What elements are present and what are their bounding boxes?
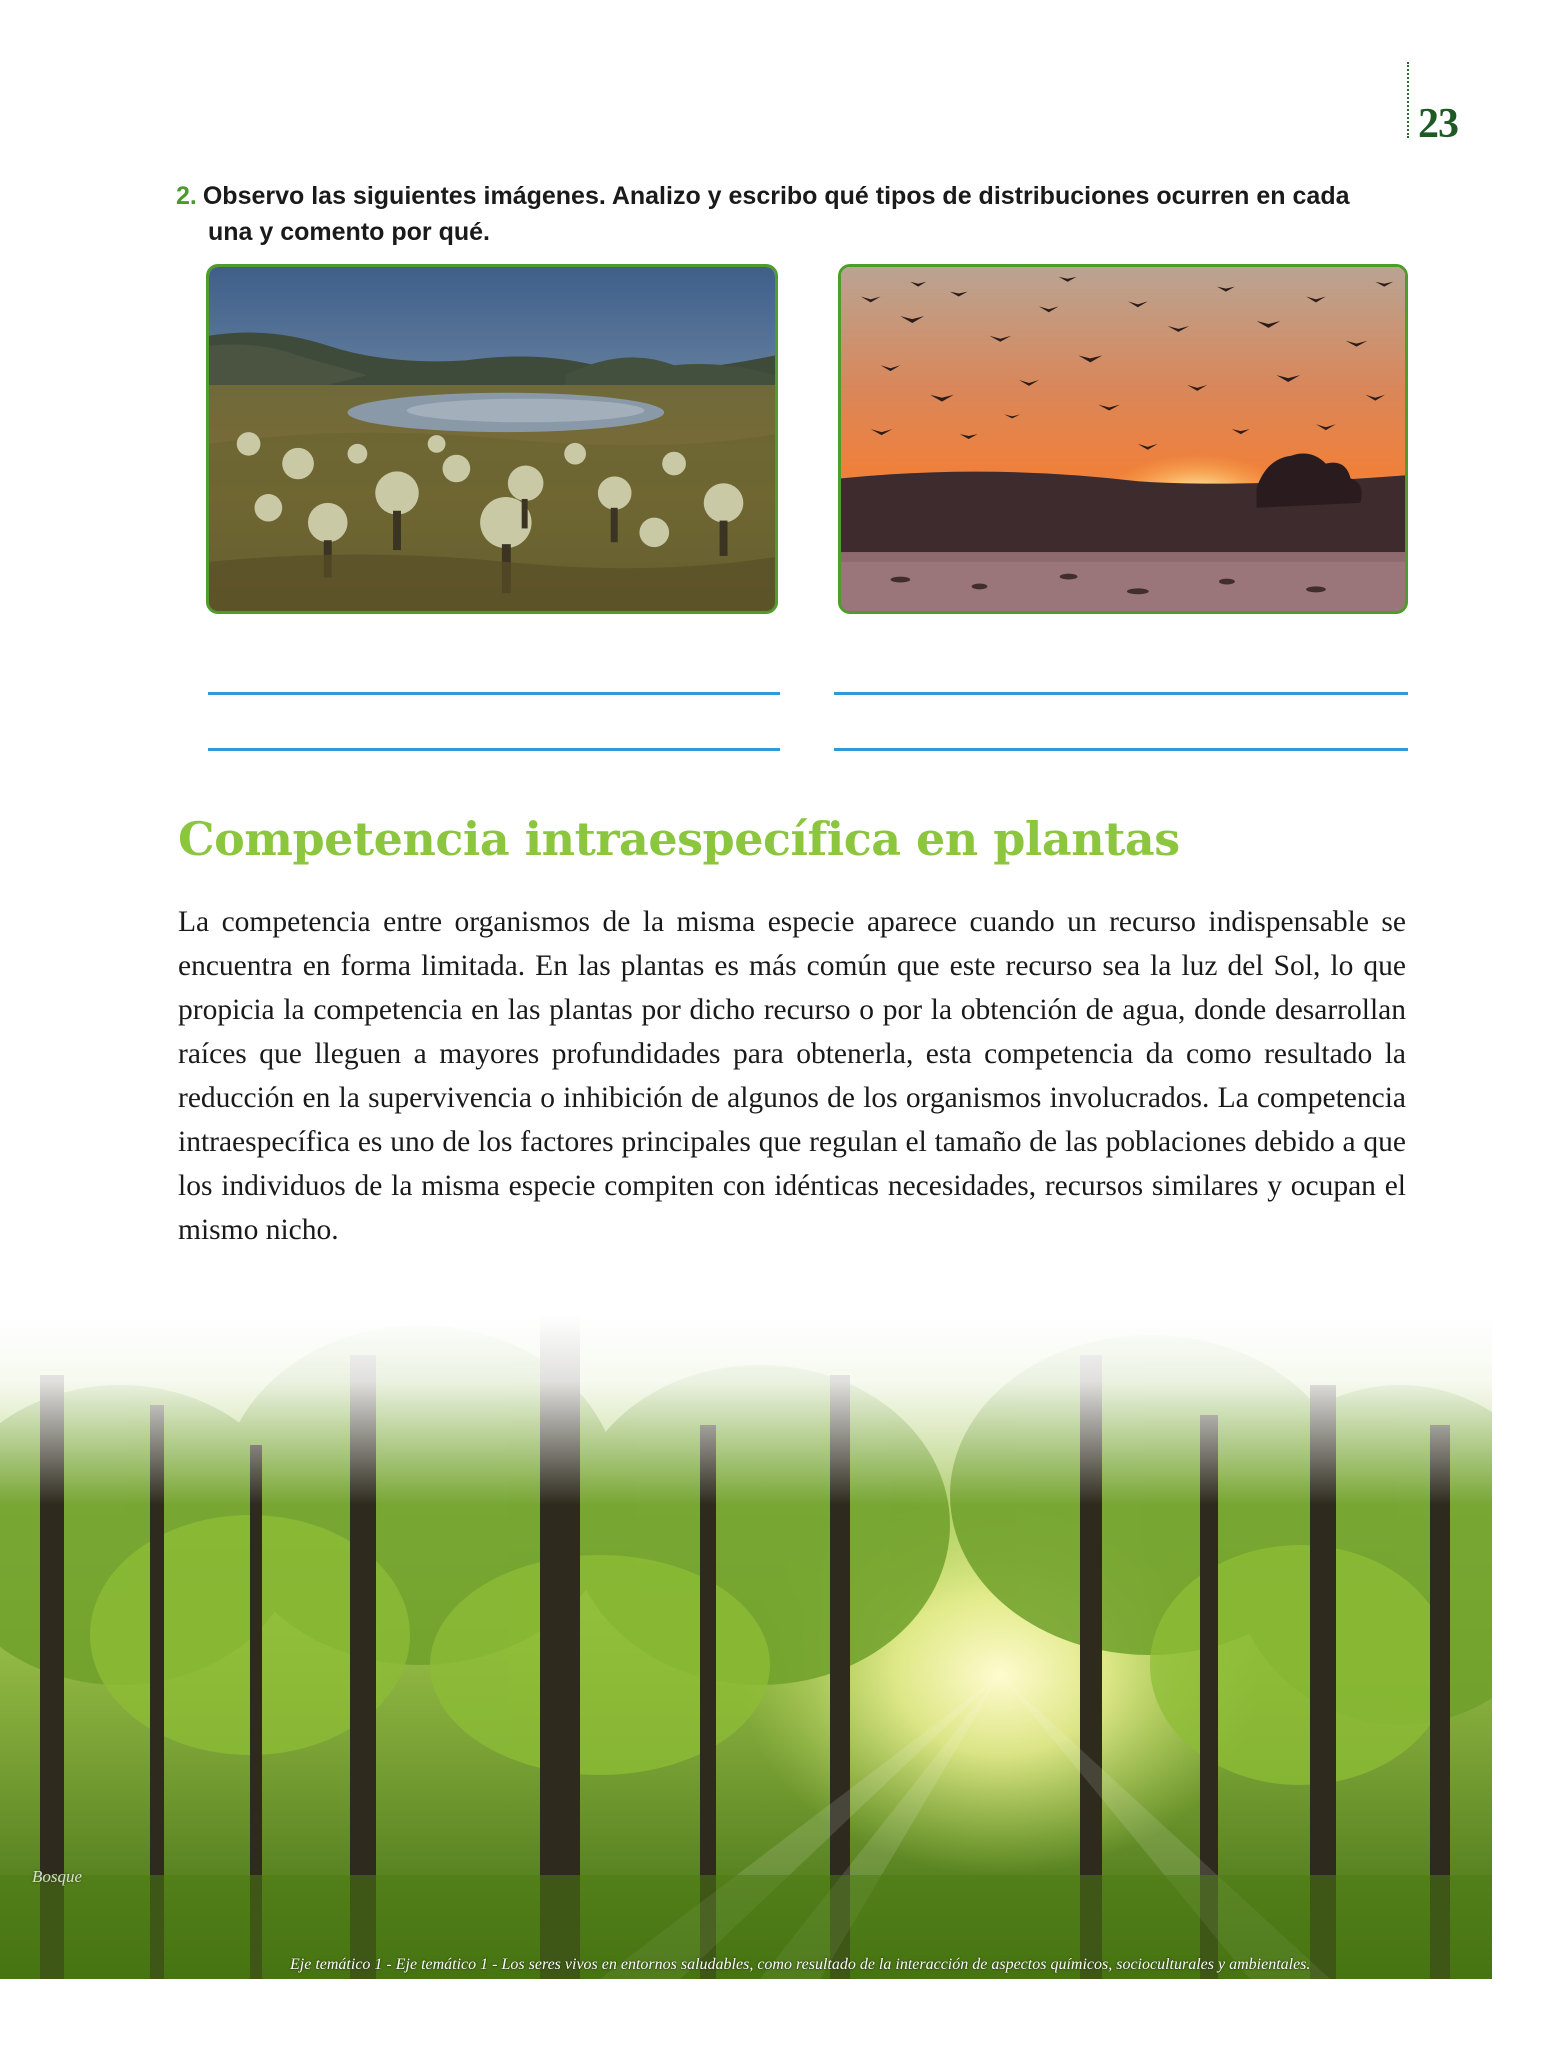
activity-instruction	[176, 178, 1416, 250]
activity-text-line1: Observo las siguientes imágenes. Analizo y escribo qué tipos de distribuciones ocurren en cada	[202, 182, 1350, 210]
birds-sunset-photo	[838, 264, 1408, 614]
answer-line-right-1[interactable]	[834, 692, 1408, 695]
answer-line-right-2[interactable]	[834, 748, 1408, 751]
answer-line-left-1[interactable]	[208, 692, 780, 695]
section-paragraph: La competencia entre organismos de la misma especie aparece cuando un recurso indispensable se encuentra en forma limitada. En las plantas es más común que este recurso sea la luz del Sol, lo que propicia la competencia en las plantas por dicho recurso o por la obtención de agua, donde desarrollan raíces que lleguen a mayores profundidades para obtenerla, esta competencia da como resultado la reducción en la supervivencia o inhibición de algunos de los organismos involucrados. La competencia intraespecífica es uno de los factores principales que regulan el tamaño de las poblaciones debido a que los individuos de la misma especie compiten con idénticas necesidades, recursos similares y ocupan el mismo nicho.	[178, 906, 1406, 1246]
page-number: 23	[1418, 101, 1458, 147]
footer-caption: Eje temático 1 - Eje temático 1 - Los seres vivos en entornos saludables, como resultado de la interacción de aspectos químicos, socioculturales y ambientales.	[290, 1956, 1311, 1973]
activity-number: 2.	[176, 182, 197, 210]
section-title: Competencia intraespecífica en plantas	[178, 812, 1180, 866]
answer-line-left-2[interactable]	[208, 748, 780, 751]
forest-top-fade	[0, 1315, 1492, 1505]
page-number-rule	[1407, 62, 1409, 138]
paramo-lake-photo	[206, 264, 778, 614]
forest-photo	[0, 1315, 1492, 1979]
activity-text-line2: una y comento por qué.	[208, 218, 490, 246]
forest-photo-label: Bosque	[32, 1867, 83, 1886]
